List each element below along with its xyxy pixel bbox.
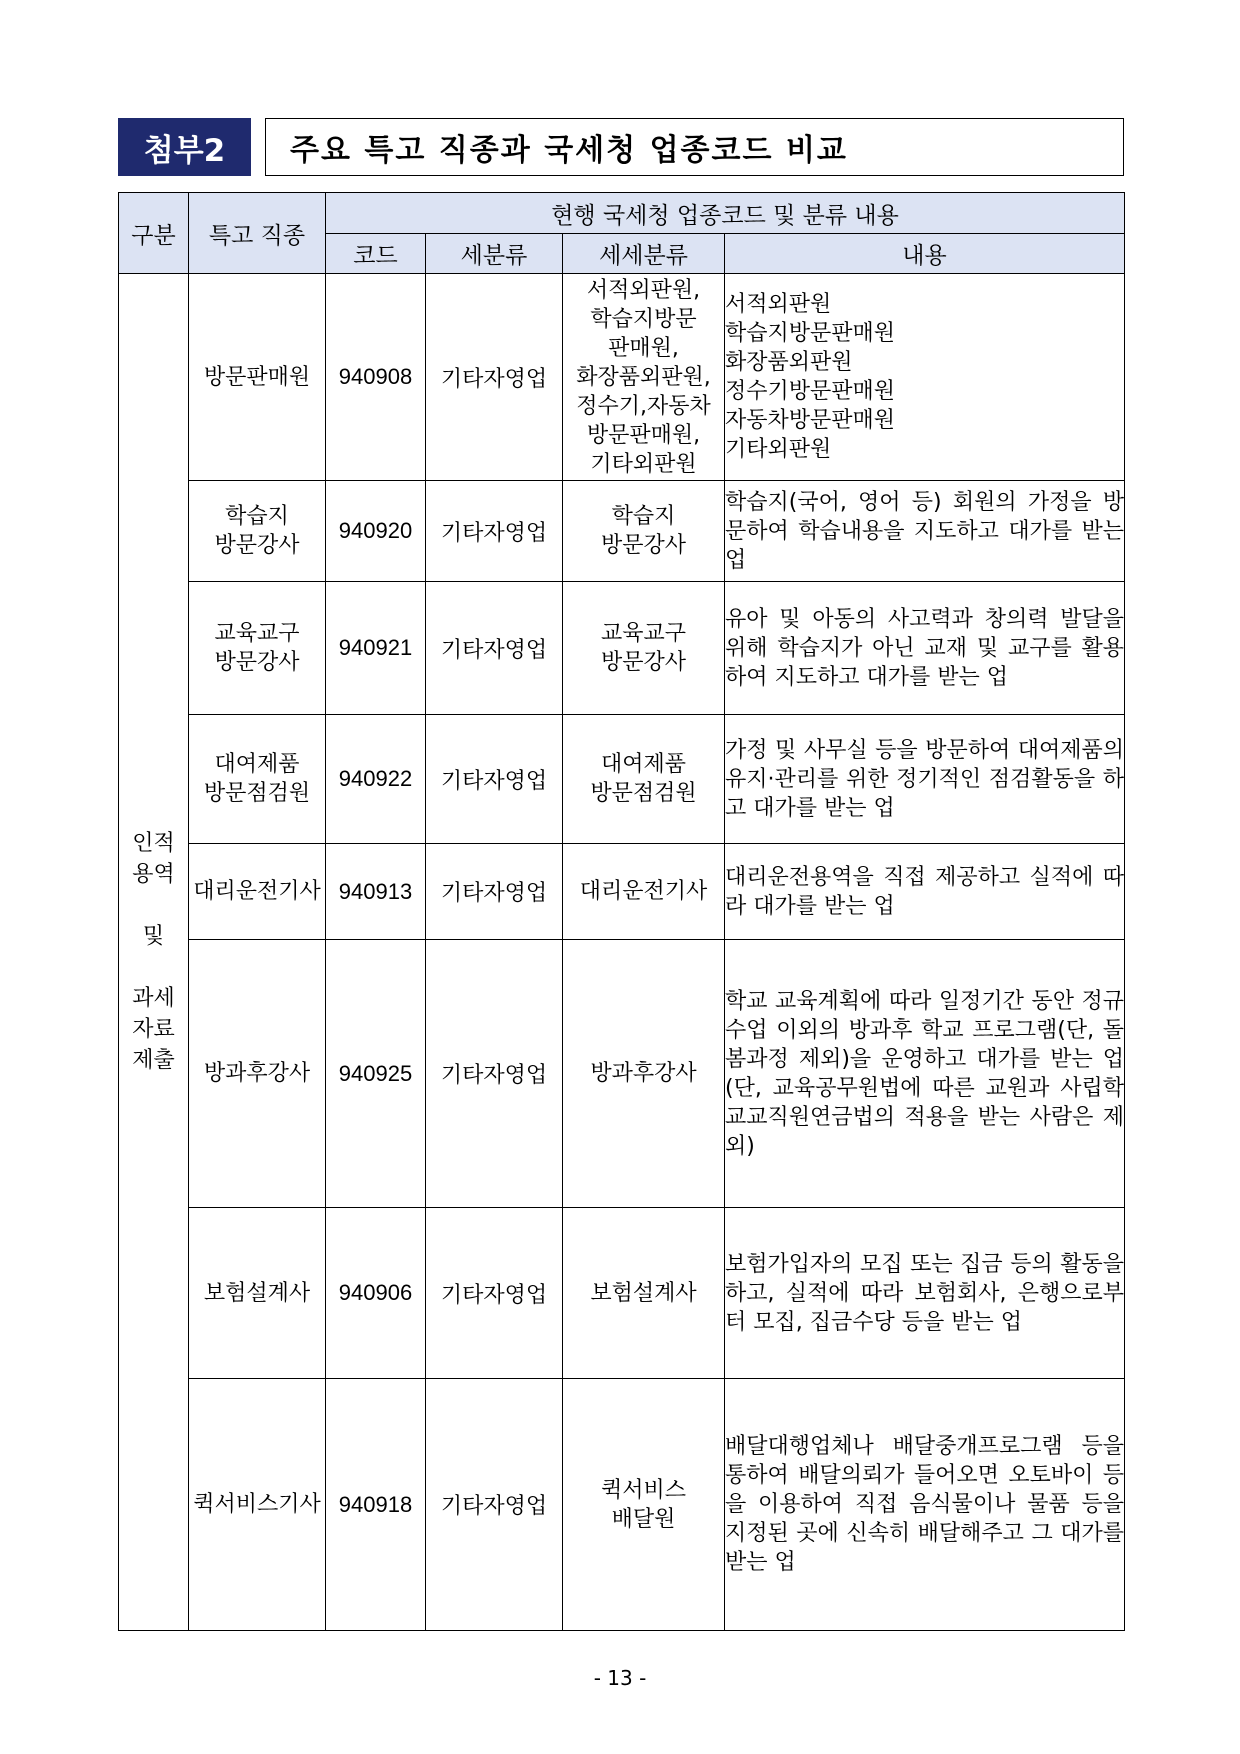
job-cell: 학습지 방문강사 xyxy=(189,481,326,582)
table-row xyxy=(119,844,1125,940)
code-cell: 940906 xyxy=(326,1208,426,1379)
code-cell: 940921 xyxy=(326,582,426,715)
job-cell: 방문판매원 xyxy=(189,274,326,481)
header-current: 현행 국세청 업종코드 및 분류 내용 xyxy=(326,193,1125,234)
job-cell: 교육교구 방문강사 xyxy=(189,582,326,715)
table-row xyxy=(119,582,1125,715)
job-cell: 방과후강사 xyxy=(189,940,326,1208)
content-cell: 학습지(국어, 영어 등) 회원의 가정을 방문하여 학습내용을 지도하고 대가를 받는 업 xyxy=(725,481,1125,582)
content-cell: 보험가입자의 모집 또는 집금 등의 활동을 하고, 실적에 따라 보험회사, 은행으로부터 모집, 집금수당 등을 받는 업 xyxy=(725,1208,1125,1379)
subsub-cell: 방과후강사 xyxy=(563,940,725,1208)
code-cell: 940918 xyxy=(326,1379,426,1631)
content-cell: 서적외판원 학습지방문판매원 화장품외판원 정수기방문판매원 자동차방문판매원 기타외판원 xyxy=(725,274,1125,481)
content-cell: 대리운전용역을 직접 제공하고 실적에 따라 대가를 받는 업 xyxy=(725,844,1125,940)
code-cell: 940925 xyxy=(326,940,426,1208)
code-cell: 940922 xyxy=(326,715,426,844)
subsub-cell: 대리운전기사 xyxy=(563,844,725,940)
table-row xyxy=(119,1379,1125,1631)
subsub-cell: 교육교구 방문강사 xyxy=(563,582,725,715)
job-cell: 퀵서비스기사 xyxy=(189,1379,326,1631)
sub-cell: 기타자영업 xyxy=(426,582,563,715)
category-cell: 인적 용역 및 과세 자료 제출 xyxy=(119,274,189,1631)
table-row xyxy=(119,1208,1125,1379)
sub-cell: 기타자영업 xyxy=(426,1208,563,1379)
subsub-cell: 퀵서비스 배달원 xyxy=(563,1379,725,1631)
subsub-cell: 대여제품 방문점검원 xyxy=(563,715,725,844)
table-row xyxy=(119,481,1125,582)
header-subsub: 세세분류 xyxy=(563,234,725,274)
sub-cell: 기타자영업 xyxy=(426,481,563,582)
header-sub: 세분류 xyxy=(426,234,563,274)
code-cell: 940920 xyxy=(326,481,426,582)
table-row xyxy=(119,274,1125,481)
sub-cell: 기타자영업 xyxy=(426,715,563,844)
comparison-table xyxy=(118,192,1125,1631)
sub-cell: 기타자영업 xyxy=(426,1379,563,1631)
page-title: 주요 특고 직종과 국세청 업종코드 비교 xyxy=(265,118,1124,176)
sub-cell: 기타자영업 xyxy=(426,940,563,1208)
subsub-cell: 서적외판원, 학습지방문 판매원, 화장품외판원, 정수기,자동차 방문판매원, 기타외판원 xyxy=(563,274,725,481)
header-group: 구분 xyxy=(119,193,189,274)
table-row xyxy=(119,715,1125,844)
content-cell: 배달대행업체나 배달중개프로그램 등을 통하여 배달의뢰가 들어오면 오토바이 등을 이용하여 직접 음식물이나 물품 등을 지정된 곳에 신속히 배달해주고 그 대가를 받는 업 xyxy=(725,1379,1125,1631)
title-bar xyxy=(118,118,1124,176)
content-cell: 학교 교육계획에 따라 일정기간 동안 정규 수업 이외의 방과후 학교 프로그램(단, 돌봄과정 제외)을 운영하고 대가를 받는 업(단, 교육공무원법에 따른 교원과 사립학교교직원연금법의 적용을 받는 사람은 제외) xyxy=(725,940,1125,1208)
attachment-tag: 첨부2 xyxy=(118,118,251,176)
subsub-cell: 학습지 방문강사 xyxy=(563,481,725,582)
content-cell: 가정 및 사무실 등을 방문하여 대여제품의 유지·관리를 위한 정기적인 점검활동을 하고 대가를 받는 업 xyxy=(725,715,1125,844)
code-cell: 940908 xyxy=(326,274,426,481)
content-cell: 유아 및 아동의 사고력과 창의력 발달을 위해 학습지가 아닌 교재 및 교구를 활용하여 지도하고 대가를 받는 업 xyxy=(725,582,1125,715)
sub-cell: 기타자영업 xyxy=(426,274,563,481)
sub-cell: 기타자영업 xyxy=(426,844,563,940)
job-cell: 보험설계사 xyxy=(189,1208,326,1379)
header-content: 내용 xyxy=(725,234,1125,274)
page-number: - 13 - xyxy=(593,1666,647,1690)
header-job: 특고 직종 xyxy=(189,193,326,274)
table-row xyxy=(119,940,1125,1208)
code-cell: 940913 xyxy=(326,844,426,940)
subsub-cell: 보험설계사 xyxy=(563,1208,725,1379)
job-cell: 대여제품 방문점검원 xyxy=(189,715,326,844)
header-code: 코드 xyxy=(326,234,426,274)
job-cell: 대리운전기사 xyxy=(189,844,326,940)
